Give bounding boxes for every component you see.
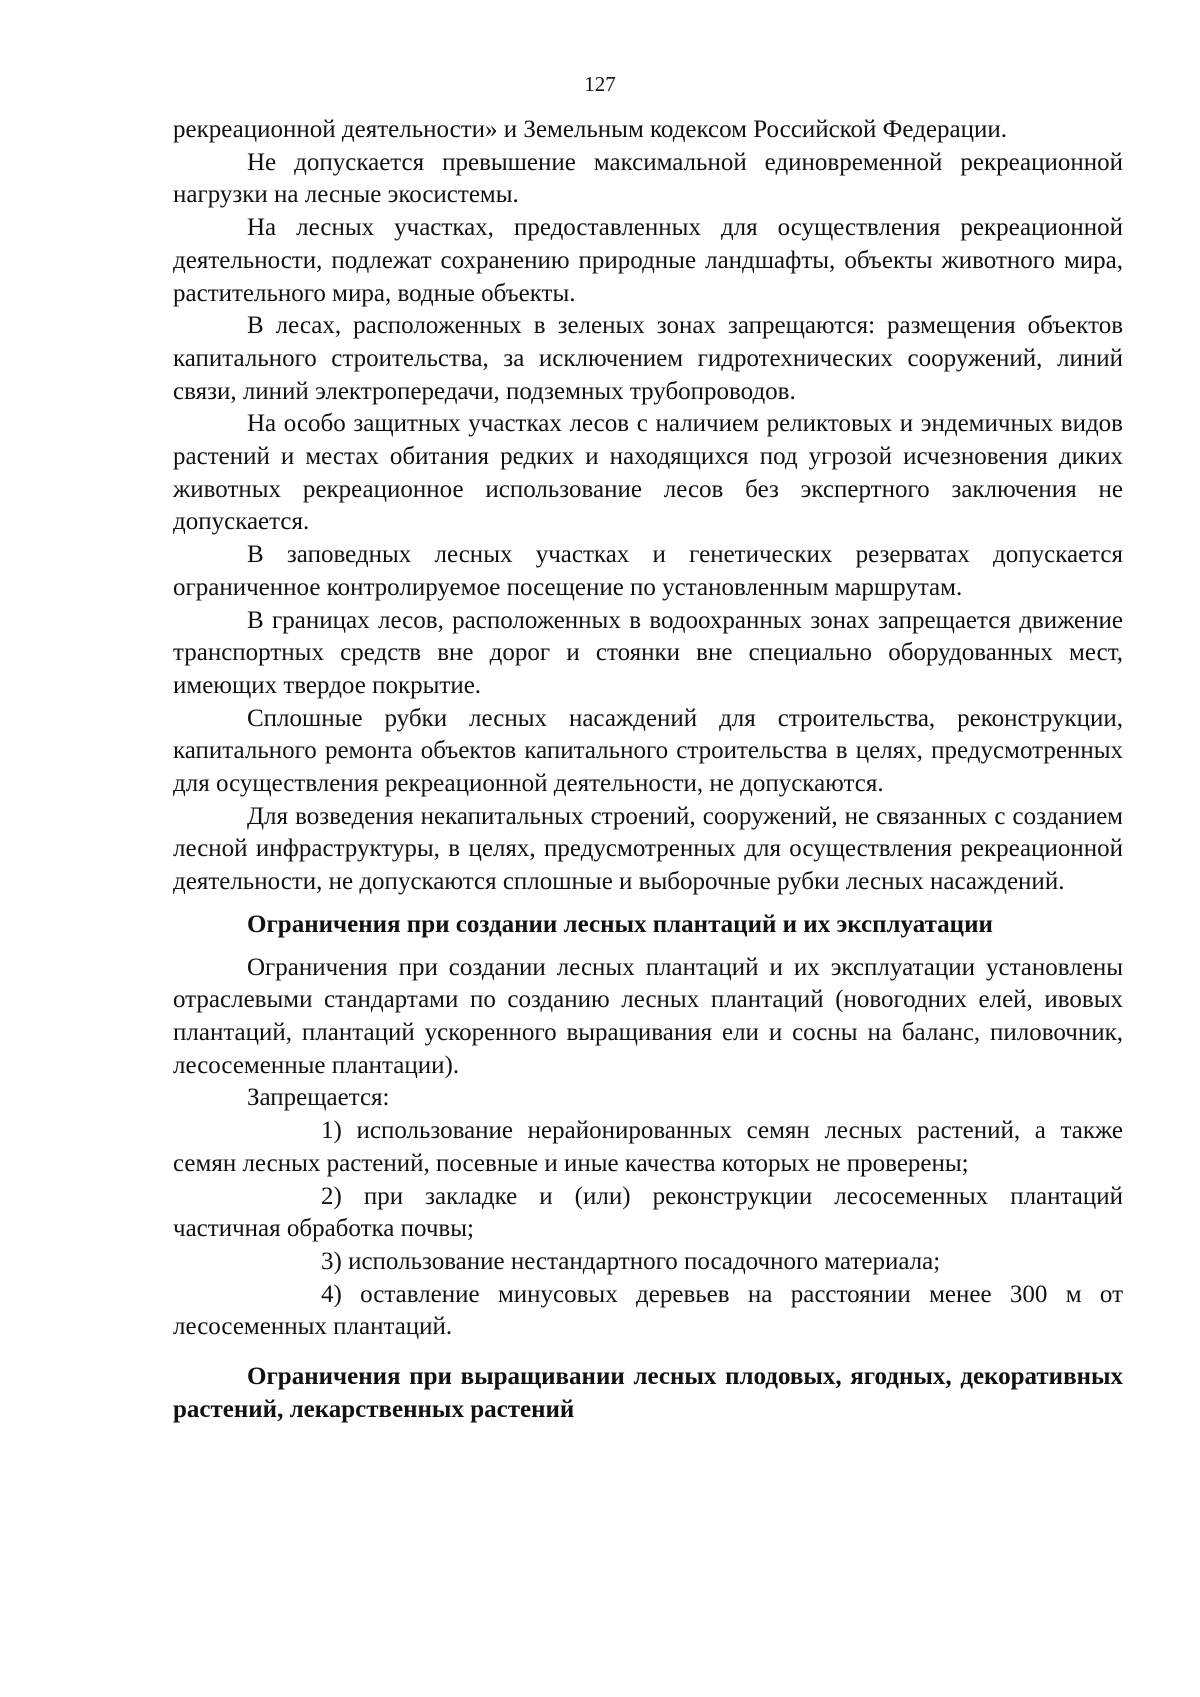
- list-item-text: при закладке и (или) реконструкции лесосеменных плантаций частичная обработка почвы;: [173, 1182, 1123, 1243]
- paragraph: Для возведения некапитальных строений, сооружений, не связанных с созданием лесной инфраструктуры, в целях, предусмотренных для осуществления рекреационной деятельности, не допускаются сплошные и выборочные рубки лесных насаждений.: [173, 802, 1123, 896]
- list-item-number: 1): [321, 1117, 342, 1145]
- page-number: 127: [584, 72, 616, 96]
- paragraph: Не допускается превышение максимальной единовременной рекреационной нагрузки на лесные экосистемы.: [173, 148, 1123, 209]
- paragraph: На лесных участках, предоставленных для осуществления рекреационной деятельности, подлежат сохранению природные ландшафты, объекты животного мира, растительного мира, водные объекты.: [173, 214, 1123, 307]
- list-item: [173, 1115, 1123, 1180]
- list-item-text: использование нерайонированных семян лесных растений, а также семян лесных растений, посевные и иные качества которых не проверены;: [173, 1117, 1124, 1177]
- paragraph: Запрещается:: [247, 1084, 390, 1112]
- paragraph: В границах лесов, расположенных в водоохранных зонах запрещается движение транспортных средств вне дорог и стоянки вне специально оборудованных мест, имеющих твердое покрытие.: [173, 606, 1123, 699]
- paragraph: рекреационной деятельности» и Земельным кодексом Российской Федерации.: [173, 116, 1007, 143]
- list-item: [173, 1181, 1123, 1246]
- paragraph: В заповедных лесных участках и генетических резерватах допускается ограниченное контролируемое посещение по установленным маршрутам.: [173, 541, 1123, 601]
- paragraph: Сплошные рубки лесных насаждений для строительства, реконструкции, капитального ремонта объектов капитального строительства в целях, предусмотренных для осуществления рекреационной деятельности, не допускаются.: [173, 704, 1123, 798]
- list-item-number: 3): [321, 1247, 342, 1275]
- list-item-number: 4): [321, 1280, 342, 1308]
- list-item: [173, 1279, 1123, 1344]
- list-item-text: оставление минусовых деревьев на расстоянии менее 300 м от лесосеменных плантаций.: [173, 1280, 1124, 1341]
- section-heading: Ограничения при выращивании лесных плодовых, ягодных, декоративных растений, лекарственных растений: [173, 1363, 1123, 1423]
- paragraph: В лесах, расположенных в зеленых зонах запрещаются: размещения объектов капитального строительства, за исключением гидротехнических сооружений, линий связи, линий электропередачи, подземных трубопроводов.: [173, 312, 1123, 405]
- page-body: [173, 114, 1123, 1426]
- list-item-text: использование нестандартного посадочного материала;: [348, 1247, 941, 1275]
- section-heading: Ограничения при создании лесных плантаций и их эксплуатации: [247, 910, 993, 938]
- paragraph: На особо защитных участках лесов с наличием реликтовых и эндемичных видов растений и местах обитания редких и находящихся под угрозой исчезновения диких животных рекреационное использование лесов без экспертного заключения не допускается.: [173, 410, 1123, 536]
- paragraph: Ограничения при создании лесных плантаций и их эксплуатации установлены отраслевыми стандартами по созданию лесных плантаций (новогодних елей, ивовых плантаций, плантаций ускоренного выращивания ели и сосны на баланс, пиловочник, лесосеменные плантации).: [173, 953, 1123, 1079]
- list-item: [173, 1246, 1123, 1279]
- list-item-number: 2): [321, 1182, 342, 1210]
